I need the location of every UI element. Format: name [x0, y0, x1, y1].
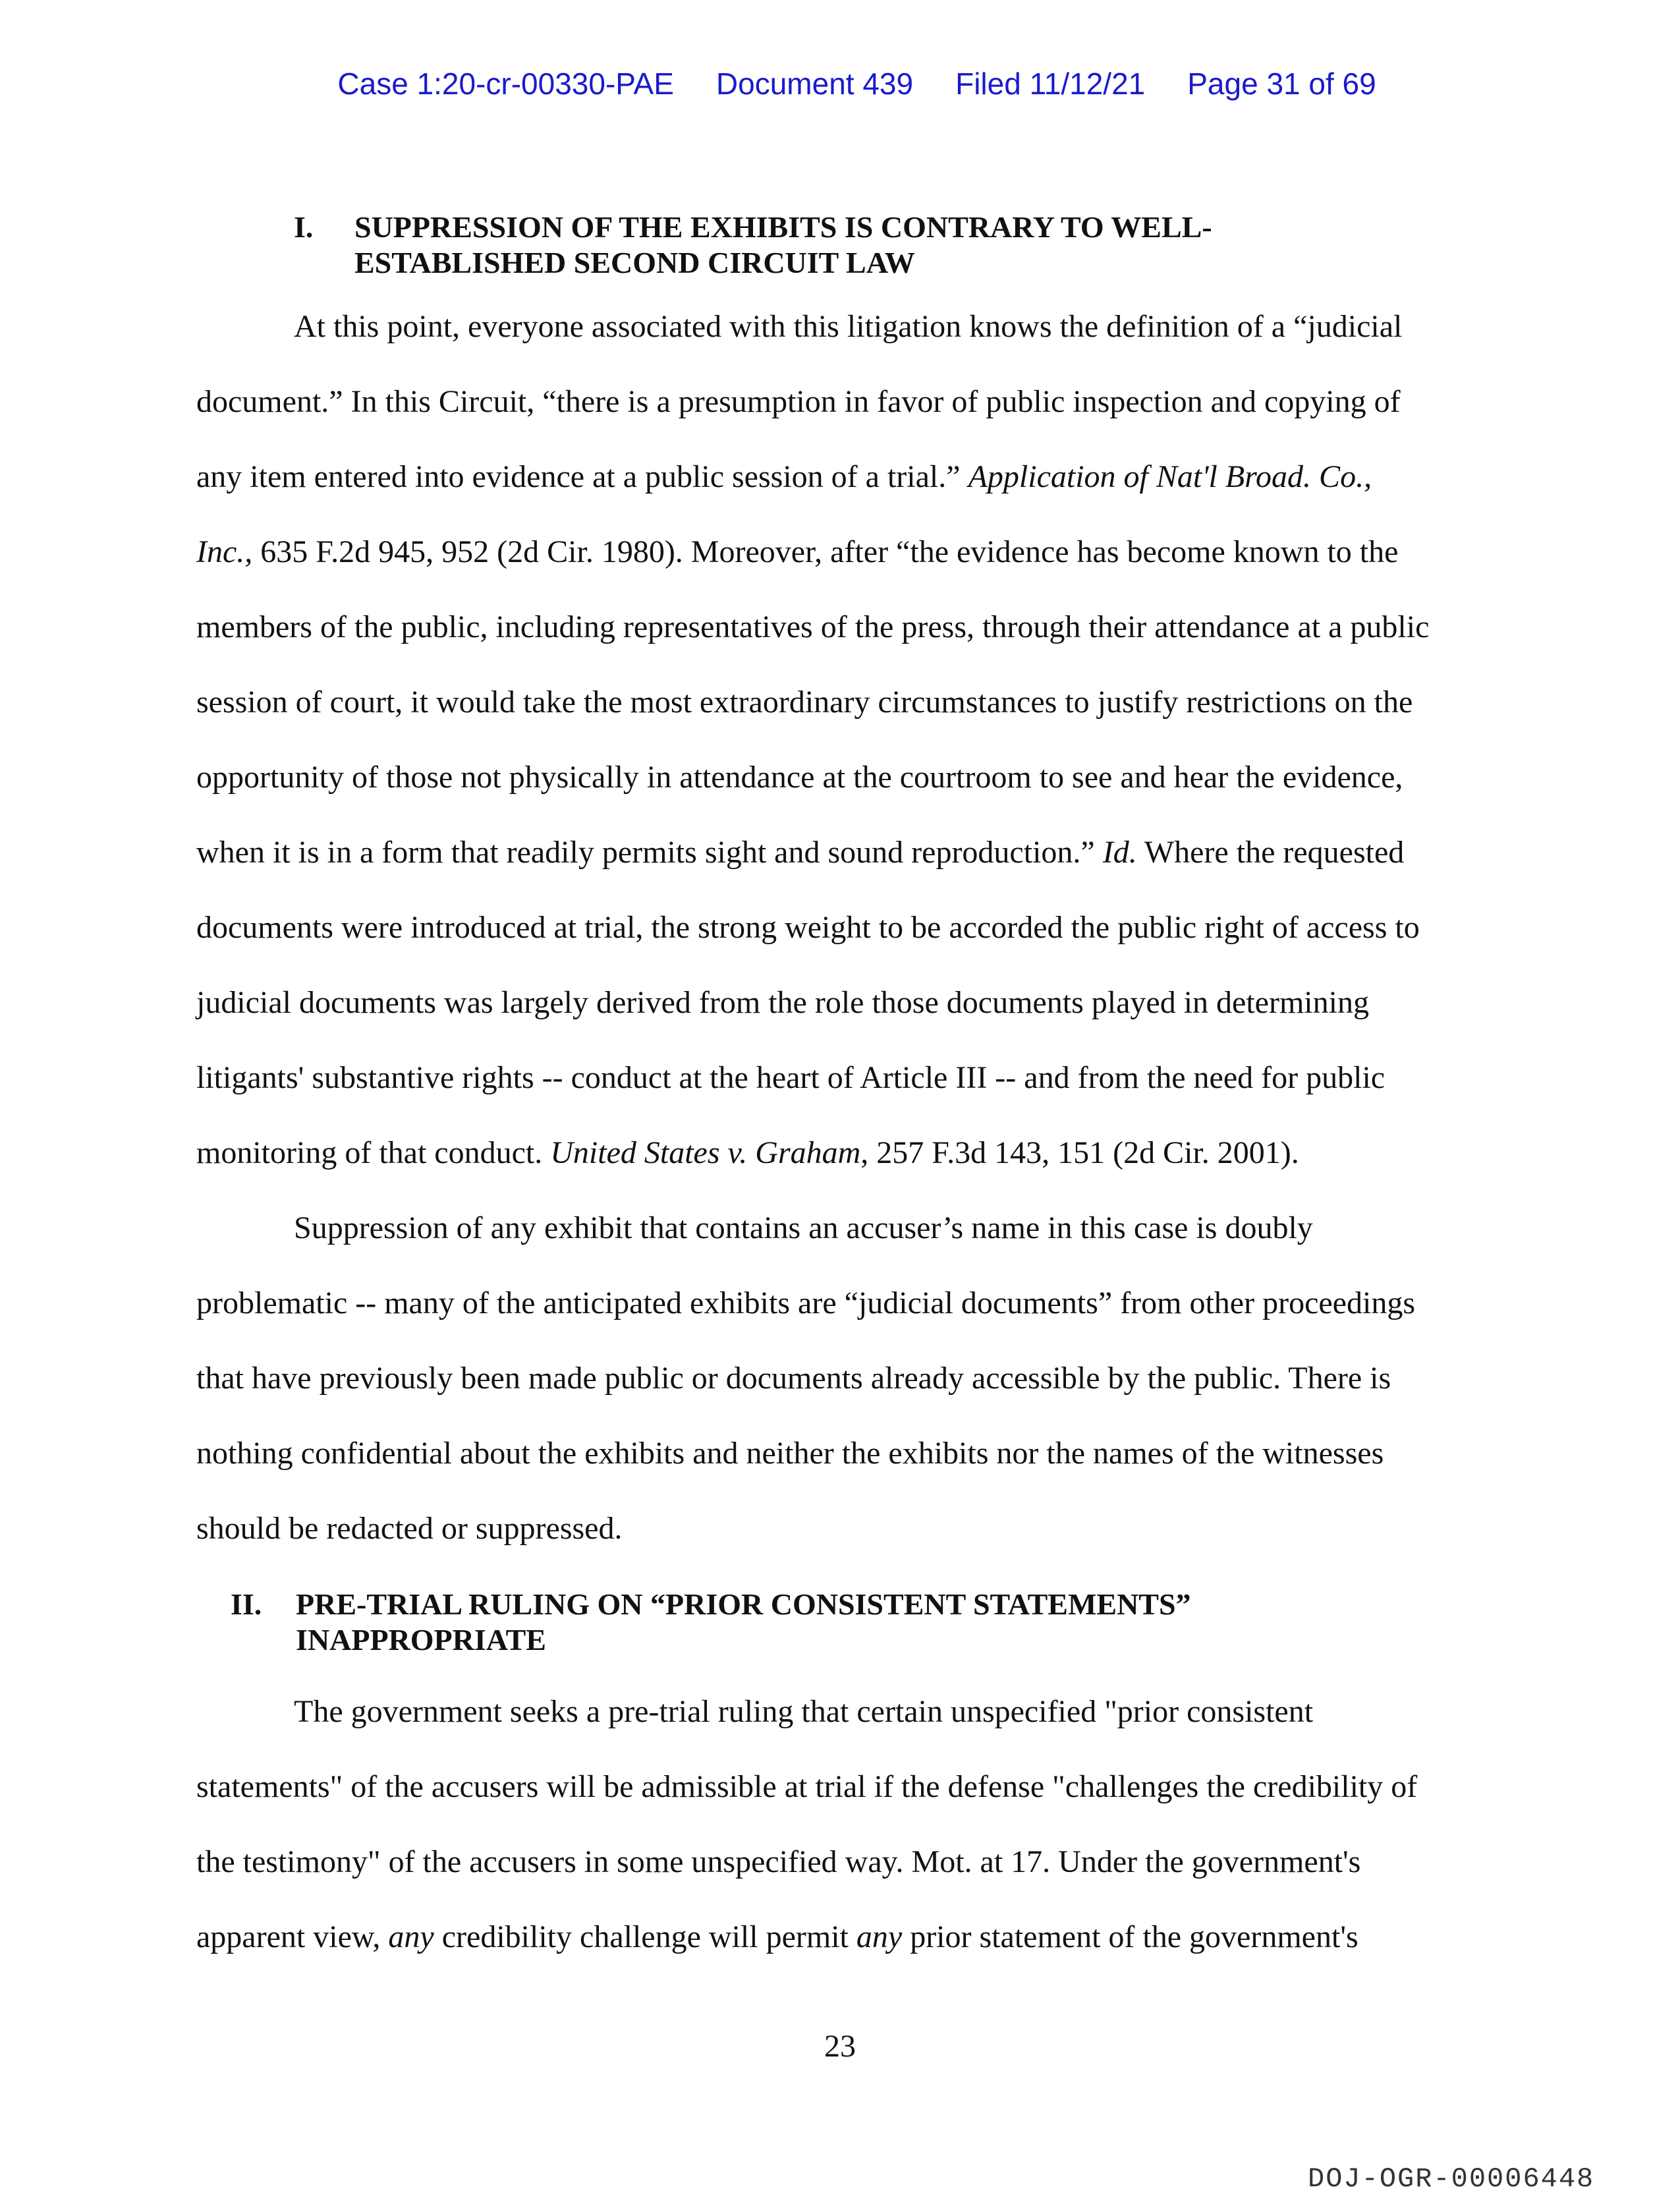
- text-span: apparent view,: [196, 1919, 389, 1954]
- text-line: problematic -- many of the anticipated exhibits are “judicial documents” from other proceedings: [196, 1286, 1415, 1320]
- text-line: documents were introduced at trial, the strong weight to be accorded the public right of access to: [196, 910, 1420, 945]
- emphasis: any: [388, 1919, 434, 1954]
- text-line: The government seeks a pre-trial ruling that certain unspecified "prior consistent: [294, 1694, 1314, 1729]
- section-numeral-ii: II.: [231, 1587, 262, 1621]
- case-citation: Application of Nat'l Broad. Co.,: [968, 459, 1372, 494]
- page-number: 23: [824, 2029, 856, 2064]
- text-line: should be redacted or suppressed.: [196, 1511, 623, 1546]
- section-heading-i-line1: SUPPRESSION OF THE EXHIBITS IS CONTRARY TO WELL-: [354, 210, 1212, 244]
- text-line: [196, 536, 1398, 568]
- emphasis: any: [856, 1919, 903, 1954]
- text-span: prior statement of the government's: [902, 1919, 1358, 1954]
- text-line: Suppression of any exhibit that contains an accuser’s name in this case is doubly: [294, 1210, 1313, 1245]
- text-line: statements" of the accusers will be admissible at trial if the defense "challenges the credibility of: [196, 1769, 1418, 1804]
- page-count: Page 31 of 69: [1187, 67, 1376, 101]
- text-span: monitoring of that conduct.: [196, 1135, 551, 1170]
- text-line: nothing confidential about the exhibits and neither the exhibits nor the names of the witnesses: [196, 1436, 1384, 1471]
- text-line: judicial documents was largely derived from the role those documents played in determining: [196, 985, 1369, 1020]
- filed-date: Filed 11/12/21: [955, 67, 1146, 101]
- text-line: At this point, everyone associated with this litigation knows the definition of a “judicial: [294, 309, 1403, 344]
- text-line: document.” In this Circuit, “there is a presumption in favor of public inspection and copying of: [196, 384, 1401, 419]
- section-heading-ii-line1: PRE-TRIAL RULING ON “PRIOR CONSISTENT STATEMENTS”: [296, 1587, 1191, 1621]
- text-line: members of the public, including representatives of the press, through their attendance at a public: [196, 610, 1430, 644]
- text-line: the testimony" of the accusers in some unspecified way. Mot. at 17. Under the government's: [196, 1844, 1361, 1879]
- text-line: [196, 1137, 1299, 1169]
- document-number: Document 439: [715, 67, 914, 101]
- id-citation: Id.: [1102, 835, 1137, 870]
- text-line: [196, 837, 1404, 868]
- text-line: [196, 461, 1372, 493]
- text-span: 635 F.2d 945, 952 (2d Cir. 1980). Moreover, after “the evidence has become known to the: [252, 534, 1399, 569]
- text-span: , 257 F.3d 143, 151 (2d Cir. 2001).: [860, 1135, 1299, 1170]
- text-span: when it is in a form that readily permits sight and sound reproduction.”: [196, 835, 1103, 870]
- case-number: Case 1:20-cr-00330-PAE: [337, 67, 674, 101]
- text-line: [196, 1921, 1358, 1953]
- section-numeral-i: I.: [294, 210, 314, 244]
- case-citation: United States v. Graham: [550, 1135, 861, 1170]
- ecf-filing-header: [0, 30, 1680, 137]
- section-heading-ii-line2: INAPPROPRIATE: [296, 1623, 546, 1657]
- text-line: litigants' substantive rights -- conduct at the heart of Article III -- and from the need for public: [196, 1060, 1386, 1095]
- text-line: session of court, it would take the most extraordinary circumstances to justify restrictions on the: [196, 685, 1413, 720]
- case-citation: Inc.,: [196, 534, 253, 569]
- text-span: any item entered into evidence at a public session of a trial.”: [196, 459, 968, 494]
- bates-stamp: DOJ-OGR-00006448: [1308, 2163, 1595, 2195]
- section-heading-i-line2: ESTABLISHED SECOND CIRCUIT LAW: [354, 246, 915, 279]
- text-line: opportunity of those not physically in attendance at the courtroom to see and hear the evidence,: [196, 760, 1403, 795]
- text-line: that have previously been made public or documents already accessible by the public. There is: [196, 1361, 1391, 1396]
- text-span: Where the requested: [1136, 835, 1405, 870]
- text-span: credibility challenge will permit: [434, 1919, 856, 1954]
